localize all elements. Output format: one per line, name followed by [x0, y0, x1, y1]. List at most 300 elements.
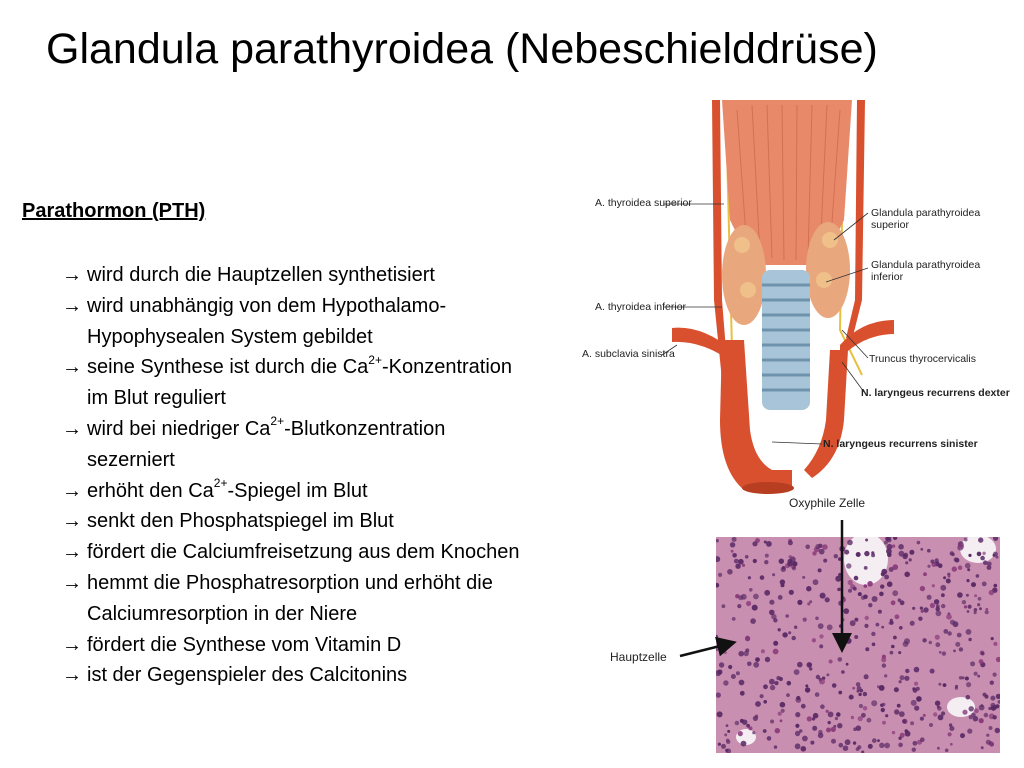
cell-nucleus — [795, 712, 800, 717]
cell-nucleus — [967, 729, 972, 734]
cell-nucleus — [993, 642, 997, 646]
cell-nucleus — [868, 603, 872, 607]
cell-nucleus — [957, 633, 962, 638]
cell-nucleus — [887, 544, 893, 550]
cell-nucleus — [929, 641, 932, 644]
cell-nucleus — [977, 675, 980, 678]
cell-nucleus — [955, 642, 960, 647]
cell-nucleus — [742, 720, 747, 725]
cell-nucleus — [894, 709, 899, 714]
cell-nucleus — [958, 565, 963, 570]
cell-nucleus — [894, 688, 898, 692]
cell-nucleus — [858, 693, 861, 696]
cell-nucleus — [965, 677, 969, 681]
cell-nucleus — [950, 551, 954, 555]
cell-nucleus — [984, 713, 989, 718]
cell-nucleus — [795, 743, 801, 749]
cell-nucleus — [831, 727, 836, 732]
cell-nucleus — [962, 676, 965, 679]
cell-nucleus — [763, 700, 767, 704]
cell-nucleus — [927, 595, 932, 600]
cell-nucleus — [838, 691, 842, 695]
arrow-icon: → — [62, 541, 82, 564]
cell-nucleus — [994, 584, 998, 588]
cell-nucleus — [989, 726, 993, 730]
cell-nucleus — [805, 684, 808, 687]
cell-nucleus — [865, 647, 869, 651]
cell-nucleus — [872, 738, 877, 743]
cell-nucleus — [923, 714, 926, 717]
cell-nucleus — [943, 629, 948, 634]
cell-nucleus — [872, 643, 876, 647]
cell-nucleus — [943, 683, 947, 687]
cell-nucleus — [930, 669, 935, 674]
cell-nucleus — [899, 711, 905, 717]
cell-nucleus — [948, 631, 952, 635]
cell-nucleus — [831, 739, 836, 744]
cell-nucleus — [936, 610, 942, 616]
cell-nucleus — [979, 718, 984, 723]
cell-nucleus — [890, 651, 894, 655]
cell-nucleus — [985, 610, 989, 614]
cell-nucleus — [917, 541, 921, 545]
cell-nucleus — [941, 604, 945, 608]
cell-nucleus — [856, 747, 860, 751]
cell-nucleus — [916, 696, 922, 702]
cell-nucleus — [959, 647, 963, 651]
cell-nucleus — [976, 574, 980, 578]
cell-nucleus — [753, 716, 758, 721]
cell-nucleus — [891, 600, 896, 605]
label-parathyroidea-inferior-line1: Glandula parathyroidea — [871, 259, 981, 271]
cell-nucleus — [802, 736, 808, 742]
cell-nucleus — [807, 716, 812, 721]
cell-nucleus — [981, 652, 985, 656]
cell-nucleus — [949, 723, 952, 726]
cell-nucleus — [988, 707, 991, 710]
cell-nucleus — [974, 672, 978, 676]
cell-nucleus — [881, 708, 885, 712]
cell-nucleus — [995, 728, 1000, 733]
cell-nucleus — [843, 745, 849, 751]
cell-nucleus — [950, 620, 955, 625]
cell-nucleus — [904, 676, 909, 681]
cell-nucleus — [938, 683, 941, 686]
cell-nucleus — [735, 721, 740, 726]
cell-nucleus — [986, 740, 991, 745]
bullet-item: → wird durch die Hauptzellen synthetisiert — [62, 260, 607, 291]
cell-nucleus — [717, 711, 723, 717]
cell-nucleus — [923, 572, 927, 576]
cell-nucleus — [958, 543, 964, 549]
cell-nucleus — [898, 598, 902, 602]
cell-nucleus — [882, 663, 886, 667]
cell-nucleus — [918, 617, 922, 621]
bullet-list — [62, 260, 607, 691]
cell-nucleus — [871, 551, 874, 554]
cell-nucleus — [780, 719, 783, 722]
cell-nucleus — [966, 594, 969, 597]
cell-nucleus — [955, 558, 960, 563]
cell-nucleus — [892, 590, 898, 596]
cell-nucleus — [955, 685, 958, 688]
cell-nucleus — [920, 607, 923, 610]
cell-nucleus — [914, 667, 920, 673]
cell-nucleus — [971, 713, 975, 717]
cell-nucleus — [837, 723, 842, 728]
cell-nucleus — [890, 619, 893, 622]
cell-nucleus — [920, 737, 925, 742]
cell-nucleus — [902, 719, 906, 723]
cell-nucleus — [763, 684, 768, 689]
cell-nucleus — [832, 683, 837, 688]
bullet-item: → wird bei niedriger $Ca^{2+}$-Blutkonzentration sezerniert — [62, 414, 446, 471]
cell-nucleus — [884, 575, 889, 580]
cell-nucleus — [980, 704, 983, 707]
cell-nucleus — [861, 713, 866, 718]
cell-nucleus — [864, 584, 868, 588]
cell-nucleus — [953, 650, 956, 653]
cell-nucleus — [770, 720, 774, 724]
cell-nucleus — [898, 651, 901, 654]
cell-nucleus — [964, 538, 968, 542]
cell-nucleus — [993, 673, 997, 677]
cell-nucleus — [897, 704, 901, 708]
cell-nucleus — [775, 728, 780, 733]
cell-nucleus — [739, 680, 745, 686]
cell-nucleus — [898, 544, 904, 550]
cell-nucleus — [978, 537, 983, 542]
cell-nucleus — [966, 579, 969, 582]
cell-nucleus — [795, 731, 800, 736]
section-heading: Parathormon (PTH) — [22, 200, 206, 222]
cell-nucleus — [786, 693, 790, 697]
cell-nucleus — [836, 712, 841, 717]
cell-nucleus — [935, 701, 940, 706]
cell-nucleus — [780, 702, 786, 708]
cell-nucleus — [872, 596, 878, 602]
cell-nucleus — [930, 603, 935, 608]
cell-nucleus — [725, 749, 728, 752]
cell-nucleus — [946, 579, 951, 584]
cell-nucleus — [884, 674, 887, 677]
cell-nucleus — [892, 731, 895, 734]
cell-nucleus — [845, 739, 851, 745]
cell-nucleus — [879, 592, 884, 597]
cell-nucleus — [859, 704, 863, 708]
cell-nucleus — [885, 714, 888, 717]
cell-nucleus — [881, 569, 887, 575]
cell-nucleus — [864, 566, 868, 570]
cell-nucleus — [912, 748, 916, 752]
cell-nucleus — [721, 744, 726, 749]
cell-nucleus — [863, 706, 868, 711]
cell-nucleus — [902, 554, 907, 559]
cell-nucleus — [876, 623, 880, 627]
cell-nucleus — [971, 582, 976, 587]
arrow-icon: → — [62, 294, 82, 317]
cell-nucleus — [865, 539, 868, 542]
cell-nucleus — [910, 721, 914, 725]
cell-nucleus — [774, 681, 778, 685]
cell-nucleus — [746, 724, 750, 728]
cell-nucleus — [905, 669, 909, 673]
cell-nucleus — [815, 692, 820, 697]
cell-nucleus — [936, 607, 940, 611]
cell-nucleus — [893, 636, 897, 640]
cell-nucleus — [937, 747, 940, 750]
cell-nucleus — [985, 608, 988, 611]
cell-nucleus — [853, 741, 856, 744]
cell-nucleus — [978, 597, 982, 601]
label-oxyphile-zelle: Oxyphile Zelle — [789, 496, 866, 510]
cell-nucleus — [826, 728, 831, 733]
cell-nucleus — [828, 712, 834, 718]
cell-nucleus — [839, 743, 844, 748]
cell-nucleus — [980, 556, 985, 561]
cell-nucleus — [982, 582, 987, 587]
cell-nucleus — [937, 706, 942, 711]
cell-nucleus — [979, 659, 984, 664]
label-thyroidea-inferior: A. thyroidea inferior — [595, 301, 687, 313]
cell-nucleus — [867, 718, 872, 723]
bullet-item: → senkt den Phosphatspiegel im Blut — [62, 506, 607, 537]
cell-nucleus — [922, 638, 926, 642]
arrow-icon: → — [62, 633, 82, 656]
cell-nucleus — [952, 566, 957, 571]
cell-nucleus — [892, 544, 895, 547]
cell-nucleus — [878, 610, 882, 614]
cell-nucleus — [935, 635, 940, 640]
cell-nucleus — [913, 741, 918, 746]
histology-pointer-arrows — [600, 500, 860, 680]
cell-nucleus — [968, 638, 971, 641]
cell-nucleus — [882, 721, 886, 725]
cell-nucleus — [763, 729, 767, 733]
cell-nucleus — [974, 708, 979, 713]
cell-nucleus — [967, 568, 970, 571]
arrow-icon: → — [62, 479, 82, 502]
cell-nucleus — [727, 730, 730, 733]
bullet-item: → fördert die Calciumfreisetzung aus dem Knochen — [62, 537, 607, 568]
cell-nucleus — [726, 740, 730, 744]
cell-nucleus — [986, 734, 989, 737]
cell-nucleus — [851, 716, 854, 719]
cell-nucleus — [943, 576, 946, 579]
cell-nucleus — [898, 743, 903, 748]
cell-nucleus — [962, 600, 966, 604]
cell-nucleus — [968, 605, 972, 609]
cell-nucleus — [904, 572, 910, 578]
cell-nucleus — [864, 551, 869, 556]
cell-nucleus — [974, 594, 977, 597]
cell-nucleus — [940, 585, 946, 591]
cell-nucleus — [941, 593, 945, 597]
cell-nucleus — [977, 552, 982, 557]
label-parathyroidea-inferior-line2: inferior — [871, 271, 904, 283]
cell-nucleus — [911, 700, 917, 706]
cell-nucleus — [900, 675, 905, 680]
cell-nucleus — [905, 729, 909, 733]
label-recurrens-dexter: N. laryngeus recurrens dexter — [861, 387, 1010, 399]
cell-nucleus — [812, 726, 817, 731]
cell-nucleus — [930, 560, 934, 564]
cell-nucleus — [864, 624, 868, 628]
cell-nucleus — [965, 563, 971, 569]
cell-nucleus — [864, 674, 869, 679]
cell-nucleus — [898, 737, 901, 740]
cell-nucleus — [905, 561, 908, 564]
cell-nucleus — [981, 746, 984, 749]
cell-nucleus — [920, 548, 923, 551]
cell-nucleus — [957, 592, 963, 598]
bullet-item: → seine Synthese ist durch die $Ca^{2+}$-Konzentration im Blut reguliert — [62, 352, 513, 410]
cell-nucleus — [964, 605, 967, 608]
cell-nucleus — [935, 642, 940, 647]
bullet-item: → fördert die Synthese vom Vitamin D — [62, 630, 607, 661]
cell-nucleus — [914, 706, 919, 711]
cell-nucleus — [849, 695, 854, 700]
cell-nucleus — [991, 637, 994, 640]
cell-nucleus — [856, 725, 862, 731]
cell-nucleus — [770, 685, 775, 690]
cell-nucleus — [993, 715, 997, 719]
cell-nucleus — [966, 695, 971, 700]
cell-nucleus — [982, 552, 985, 555]
label-thyroidea-superior: A. thyroidea superior — [595, 197, 692, 209]
cell-nucleus — [932, 584, 935, 587]
cell-nucleus — [741, 741, 747, 747]
cell-nucleus — [909, 550, 914, 555]
cell-nucleus — [863, 692, 867, 696]
arrow-icon: → — [62, 417, 82, 440]
cell-nucleus — [960, 733, 965, 738]
cell-nucleus — [923, 607, 928, 612]
cell-nucleus — [948, 575, 951, 578]
cell-nucleus — [857, 690, 860, 693]
cell-nucleus — [967, 610, 970, 613]
cell-nucleus — [813, 713, 819, 719]
cell-nucleus — [884, 541, 888, 545]
cell-nucleus — [939, 651, 942, 654]
cell-nucleus — [970, 661, 975, 666]
cell-nucleus — [913, 688, 918, 693]
cell-nucleus — [920, 586, 925, 591]
cell-nucleus — [934, 599, 939, 604]
cell-nucleus — [909, 558, 912, 561]
cell-nucleus — [927, 549, 931, 553]
cell-nucleus — [835, 717, 838, 720]
cell-nucleus — [974, 608, 978, 612]
cell-nucleus — [914, 682, 918, 686]
cell-nucleus — [867, 581, 873, 587]
cell-nucleus — [871, 700, 877, 706]
cell-nucleus — [977, 603, 980, 606]
cell-nucleus — [942, 651, 946, 655]
cell-nucleus — [929, 723, 933, 727]
cell-nucleus — [933, 712, 937, 716]
cell-nucleus — [969, 706, 974, 711]
cell-nucleus — [880, 584, 884, 588]
cell-nucleus — [904, 638, 910, 644]
cell-nucleus — [948, 732, 952, 736]
cell-nucleus — [724, 733, 727, 736]
bullet-item: → erhöht den $Ca^{2+}$-Spiegel im Blut — [62, 476, 607, 507]
cell-nucleus — [810, 741, 814, 745]
cell-nucleus — [985, 695, 989, 699]
cell-nucleus — [718, 743, 721, 746]
cell-nucleus — [828, 721, 831, 724]
cell-nucleus — [882, 655, 886, 659]
cell-nucleus — [740, 691, 745, 696]
cell-nucleus — [879, 685, 885, 691]
cell-nucleus — [801, 704, 806, 709]
cell-nucleus — [820, 704, 825, 709]
cell-nucleus — [871, 632, 875, 636]
cell-nucleus — [950, 743, 953, 746]
cell-nucleus — [899, 680, 902, 683]
cell-nucleus — [778, 712, 782, 716]
cell-nucleus — [927, 565, 930, 568]
label-parathyroidea-superior-line1: Glandula parathyroidea — [871, 207, 981, 219]
cell-nucleus — [990, 703, 995, 708]
bullet-item: → wird unabhängig von dem Hypothalamo- Hypophysealen System gebildet — [62, 291, 607, 353]
label-parathyroidea-superior-line2: superior — [871, 219, 909, 231]
cell-nucleus — [767, 736, 772, 741]
cell-nucleus — [760, 694, 764, 698]
cell-nucleus — [787, 681, 792, 686]
bullet-item: → ist der Gegenspieler des Calcitonins — [62, 660, 607, 691]
bullet-item: → hemmt die Phosphatresorption und erhöht die Calciumresorption in der Niere — [62, 568, 607, 630]
cell-nucleus — [920, 717, 924, 721]
cell-nucleus — [879, 743, 884, 748]
cell-nucleus — [805, 687, 810, 692]
arrow-icon: → — [62, 510, 82, 533]
label-truncus-thyrocervicalis: Truncus thyrocervicalis — [869, 353, 976, 365]
cell-nucleus — [990, 696, 995, 701]
cell-nucleus — [826, 710, 829, 713]
cell-nucleus — [962, 710, 967, 715]
cell-nucleus — [881, 626, 884, 629]
cell-nucleus — [990, 681, 994, 685]
cell-nucleus — [882, 703, 886, 707]
cell-nucleus — [723, 680, 728, 685]
cell-nucleus — [861, 596, 865, 600]
cell-nucleus — [946, 614, 952, 620]
cell-nucleus — [945, 749, 949, 753]
arrow-icon: → — [62, 356, 82, 379]
cell-nucleus — [966, 682, 971, 687]
cell-nucleus — [910, 621, 915, 626]
cell-nucleus — [868, 744, 873, 749]
cell-nucleus — [983, 560, 988, 565]
label-recurrens-sinister: N. laryngeus recurrens sinister — [823, 438, 978, 450]
label-hauptzelle: Hauptzelle — [610, 650, 667, 664]
cell-nucleus — [859, 689, 863, 693]
cell-nucleus — [801, 746, 807, 752]
arrow-icon: → — [62, 264, 82, 286]
cell-nucleus — [818, 730, 822, 734]
arrow-icon: → — [62, 571, 82, 594]
cell-nucleus — [795, 697, 801, 703]
cell-nucleus — [795, 724, 799, 728]
cell-nucleus — [921, 610, 924, 613]
cell-nucleus — [979, 607, 982, 610]
cell-nucleus — [949, 726, 954, 731]
cell-nucleus — [899, 626, 903, 630]
cell-nucleus — [774, 745, 777, 748]
cell-nucleus — [938, 715, 944, 721]
